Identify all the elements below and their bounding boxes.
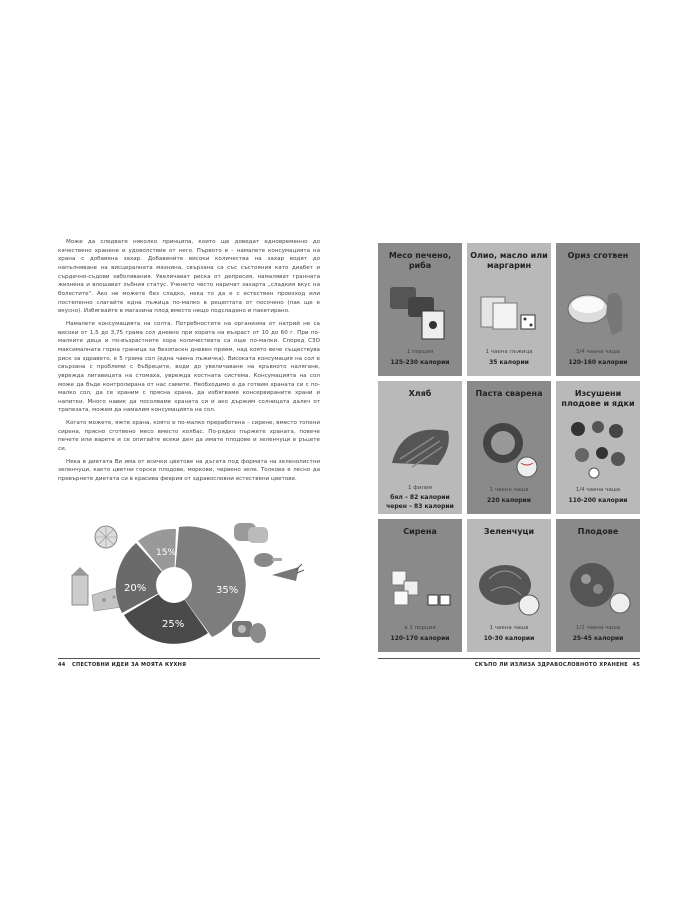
food-illustration-icon: [564, 551, 632, 619]
food-card-portion: в 1 порция: [404, 625, 436, 631]
food-illustration-icon: [386, 275, 454, 343]
food-card: [467, 381, 551, 514]
food-card: [467, 243, 551, 376]
food-calorie-grid: [378, 243, 640, 651]
food-card-calories: 220 калории: [487, 497, 531, 504]
food-card: [556, 381, 640, 514]
food-card-title: Сирена: [403, 527, 437, 536]
pie-chart-illustration: [44, 515, 304, 655]
bread-icon: [234, 523, 268, 543]
food-card-portion: 1/2 чаена чаша: [575, 625, 621, 631]
label-25: 25%: [162, 619, 185, 630]
food-illustration-icon: [475, 275, 543, 343]
food-card-calories: черен – 83 калории: [386, 503, 454, 510]
food-card-calories: 35 калории: [489, 359, 529, 366]
pie-chart: [44, 515, 304, 655]
food-card-title: Плодове: [577, 527, 619, 536]
food-card-calories: 10-30 калории: [483, 635, 535, 642]
food-illustration-icon: [564, 275, 632, 343]
running-title: СПЕСТОВНИ ИДЕИ ЗА МОЯТА КУХНЯ: [72, 662, 187, 668]
food-card: [378, 243, 462, 376]
food-card: [378, 381, 462, 514]
food-card-title: Хляб: [408, 389, 432, 398]
paragraph: Когато можете, яжте храна, която е по-малко преработена – сирене, вместо топени сирена, прясно сготвено месо вместо колбас. По-рядко пържете храната, повече печете или варете и се опитайте всеки ден да имате плодове и зеленчуци в ръцете си.: [58, 420, 320, 453]
food-illustration-icon: [475, 551, 543, 619]
food-card-portion: 1/4 чаена чаша: [575, 487, 621, 493]
food-card-portion: 1 чаена чаша: [489, 625, 529, 631]
paragraph: Нека в диетата Ви има от всички цветове на дъгата под формата на зеленолистни зеленчуци, както цветни горски плодове, моркови, червено зеле. Толкова е лесно да превърнете диетата си в красива феерия от здравословни естествени цветове.: [58, 458, 320, 483]
food-card-portion: 1 филия: [408, 485, 432, 491]
food-card: [556, 243, 640, 376]
label-35: 35%: [216, 585, 239, 596]
food-illustration-icon: [386, 413, 454, 481]
food-card-calories: 125-230 калории: [390, 359, 450, 366]
food-card-title: Ориз сготвен: [567, 251, 629, 260]
left-page: [58, 238, 320, 488]
food-card-title: Паста сварена: [475, 389, 543, 398]
food-illustration-icon: [564, 413, 632, 481]
label-20: 20%: [124, 583, 147, 594]
page-number: 44: [58, 662, 66, 668]
food-card: [556, 519, 640, 652]
food-card-title: Зеленчуци: [483, 527, 535, 536]
food-illustration-icon: [386, 551, 454, 619]
food-card-calories: бял – 82 калории: [390, 494, 450, 501]
food-card-portion: 1 чаена чаша: [489, 487, 529, 493]
food-card-calories: 110-200 калории: [568, 497, 628, 504]
food-illustration-icon: [475, 413, 543, 481]
food-card-calories: 25-45 калории: [572, 635, 624, 642]
running-title: СКЪПО ЛИ ИЗЛИЗА ЗДРАВОСЛОВНОТО ХРАНЕНЕ: [474, 662, 628, 668]
left-footer: [58, 658, 320, 673]
food-card: [378, 519, 462, 652]
paragraph: Намалете консумацията на солта. Потребностите на организма от натрий не са високи от 1,5 до 3,75 грама сол дневно при хората на възраст от 10 до 60 г. При по-малките деца и по-възрастните хора количествата са още по-малки. Според СЗО максималната горна граница за безопасен дневен прием, над която вече съществува риск за здравето, е 5 грама сол (една чаена лъжичка). Високата консумация на сол е свързана с проблеми с бъбреците, води до увеличаване на кръвното налягане, уврежда лигавицата на стомаха, уврежда костната система. Консумацията на сол може да бъде контролирана от нас самите. Необходимо е да готвим храната си с по-малко сол, да се храним с прясна храна, да избягваме консервираните храни и напитки. Много навик да посолваме храната си и ако държим солницата далеч от трапезата, можем да намалим консумацията на сол.: [58, 320, 320, 414]
drumstick-icon: [254, 553, 282, 567]
food-card-title: Изсушени плодове и ядки: [561, 389, 635, 408]
right-footer: [378, 658, 640, 673]
food-card-portion: 1 порция: [406, 349, 434, 355]
food-card-calories: 120-160 калории: [568, 359, 628, 366]
food-card-calories: 120-170 калории: [390, 635, 450, 642]
food-card-portion: 3/4 чаена чаша: [575, 349, 621, 355]
lemon-icon: [95, 526, 117, 548]
food-card-portion: 1 чаена лъжица: [485, 349, 533, 355]
meat-icon: [232, 621, 266, 643]
food-card-title: Олио, масло или маргарин: [470, 251, 548, 270]
paragraph: Може да следвате няколко принципа, които ще доведат едновременно до качествено хранене и удоволствие от него. Първото е – намалете консумацията на храна с добавена захар. Добавените високи количества на захар водят до напълняване на висцералната мазнина, свързана са със състояния като диабет и сърдечно-съдови заболявания. Увеличават риска от депресия, намаляват гранната жизнена и влошават зъбния статус. Ученето често наричат захарта „сладкия вкус на болестите". Ако не можете без сладко, нека то да е с естествен произход или постепенно слагайте една лъжица по-малко в рецептата от посочено (пак ще е вкусно). Избягвайте в магазина плод вместо нещо подсладено и пакетирано.: [58, 239, 320, 315]
label-15: 15%: [156, 548, 177, 558]
food-card-title: Месо печено, риба: [388, 251, 452, 270]
food-card: [467, 519, 551, 652]
carrot-icon: [272, 564, 304, 581]
milk-carton-icon: [72, 567, 88, 605]
page-number: 45: [632, 662, 640, 668]
